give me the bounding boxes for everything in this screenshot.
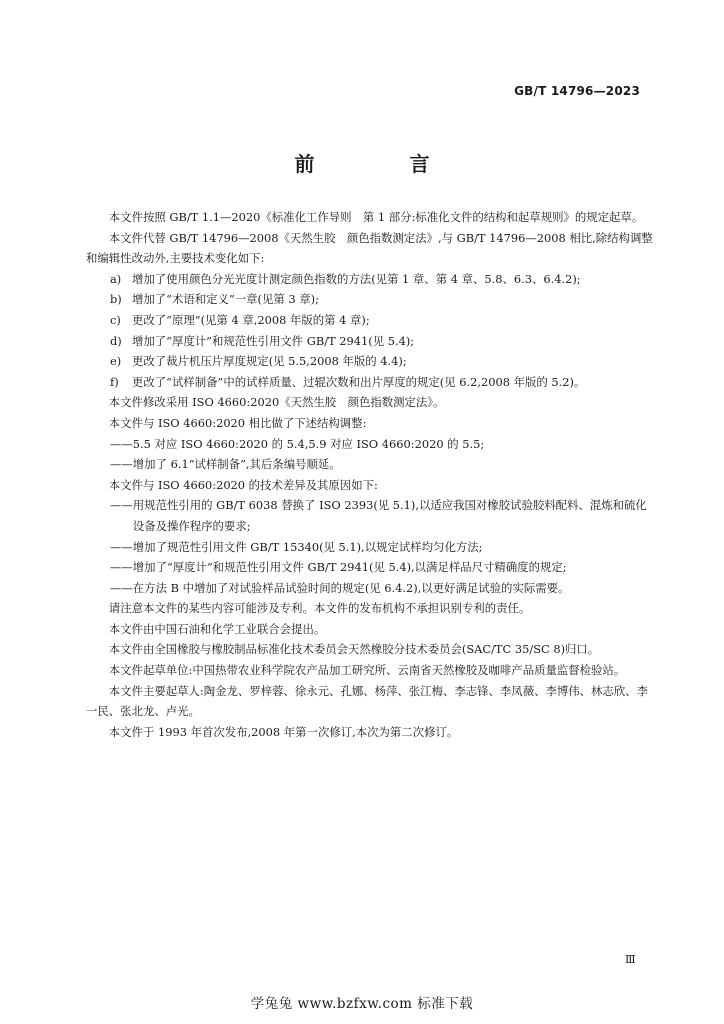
paragraph-replaces: 本文件代替 GB/T 14796—2008《天然生胶 颜色指数测定法》,与 GB/T 14796—2008 相比,除结构调整和编辑性改动外,主要技术变化如下: <box>86 230 653 266</box>
paragraph-drafters: 本文件主要起草人:陶金龙、罗梓蓉、徐永元、孔娜、杨萍、张江梅、李志锋、李凤薇、李博伟、林志欣、李一民、张北龙、卢光。 <box>86 683 648 719</box>
page-title: 前 言 <box>294 152 474 176</box>
change-item: b) 增加了“术语和定义”一章(见第 3 章); <box>110 292 319 307</box>
difference-item: ——增加了“厚度计”和规范性引用文件 GB/T 2941(见 5.4),以满足样品尺寸精确度的规定; <box>110 560 567 575</box>
paragraph-iso-adoption: 本文件修改采用 ISO 4660:2020《天然生胶 颜色指数测定法》。 <box>108 395 445 410</box>
change-item: d) 增加了“厚度计”和规范性引用文件 GB/T 2941(见 5.4); <box>110 333 415 348</box>
paragraph-history: 本文件于 1993 年首次发布,2008 年第一次修订,本次为第二次修订。 <box>108 724 459 739</box>
page-number: Ⅲ <box>625 953 636 966</box>
paragraph-technical-differences: 本文件与 ISO 4660:2020 的技术差异及其原因如下: <box>108 477 378 492</box>
difference-item: ——用规范性引用的 GB/T 6038 替换了 ISO 2393(见 5.1),以适应我国对橡胶试验胶料配料、混炼和硫化设备及操作程序的要求; <box>110 498 647 533</box>
change-item: a) 增加了使用颜色分光光度计测定颜色指数的方法(见第 1 章、第 4 章、5.8、6.3、6.4.2); <box>110 271 581 286</box>
difference-item: ——在方法 B 中增加了对试验样品试验时间的规定(见 6.4.2),以更好满足试验的实际需要。 <box>110 580 570 595</box>
change-item: e) 更改了裁片机压片厚度规定(见 5.5,2008 年版的 4.4); <box>110 354 407 369</box>
paragraph-proposer: 本文件由中国石油和化学工业联合会提出。 <box>108 621 326 636</box>
difference-item: ——增加了规范性引用文件 GB/T 15340(见 5.1),以规定试样均匀化方法; <box>110 539 483 554</box>
paragraph-structure-changes: 本文件与 ISO 4660:2020 相比做了下述结构调整: <box>108 415 367 430</box>
foreword-body <box>86 207 653 742</box>
change-item: c) 更改了“原理”(见第 4 章,2008 年版的第 4 章); <box>110 312 370 327</box>
standard-code: GB/T 14796—2023 <box>514 84 640 98</box>
paragraph-drafting-units: 本文件起草单位:中国热带农业科学院农产品加工研究所、云南省天然橡胶及咖啡产品质量监督检验站。 <box>108 663 626 678</box>
paragraph-committee: 本文件由全国橡胶与橡胶制品标准化技术委员会天然橡胶分技术委员会(SAC/TC 35/SC 8)归口。 <box>108 642 600 657</box>
change-item: f) 更改了“试样制备”中的试样质量、过辊次数和出片厚度的规定(见 6.2,2008 年版的 5.2)。 <box>110 374 586 389</box>
footer-watermark: 学兔兔 www.bzfxw.com 标准下载 <box>250 996 474 1012</box>
paragraph-drafting-rules: 本文件按照 GB/T 1.1—2020《标准化工作导则 第 1 部分:标准化文件的结构和起草规则》的规定起草。 <box>108 210 644 224</box>
structure-item: ——5.5 对应 ISO 4660:2020 的 5.4,5.9 对应 ISO 4660:2020 的 5.5; <box>110 436 485 451</box>
structure-item: ——增加了 6.1“试样制备”,其后条编号顺延。 <box>110 457 341 472</box>
paragraph-patent-notice: 请注意本文件的某些内容可能涉及专利。本文件的发布机构不承担识别专利的责任。 <box>108 601 531 616</box>
